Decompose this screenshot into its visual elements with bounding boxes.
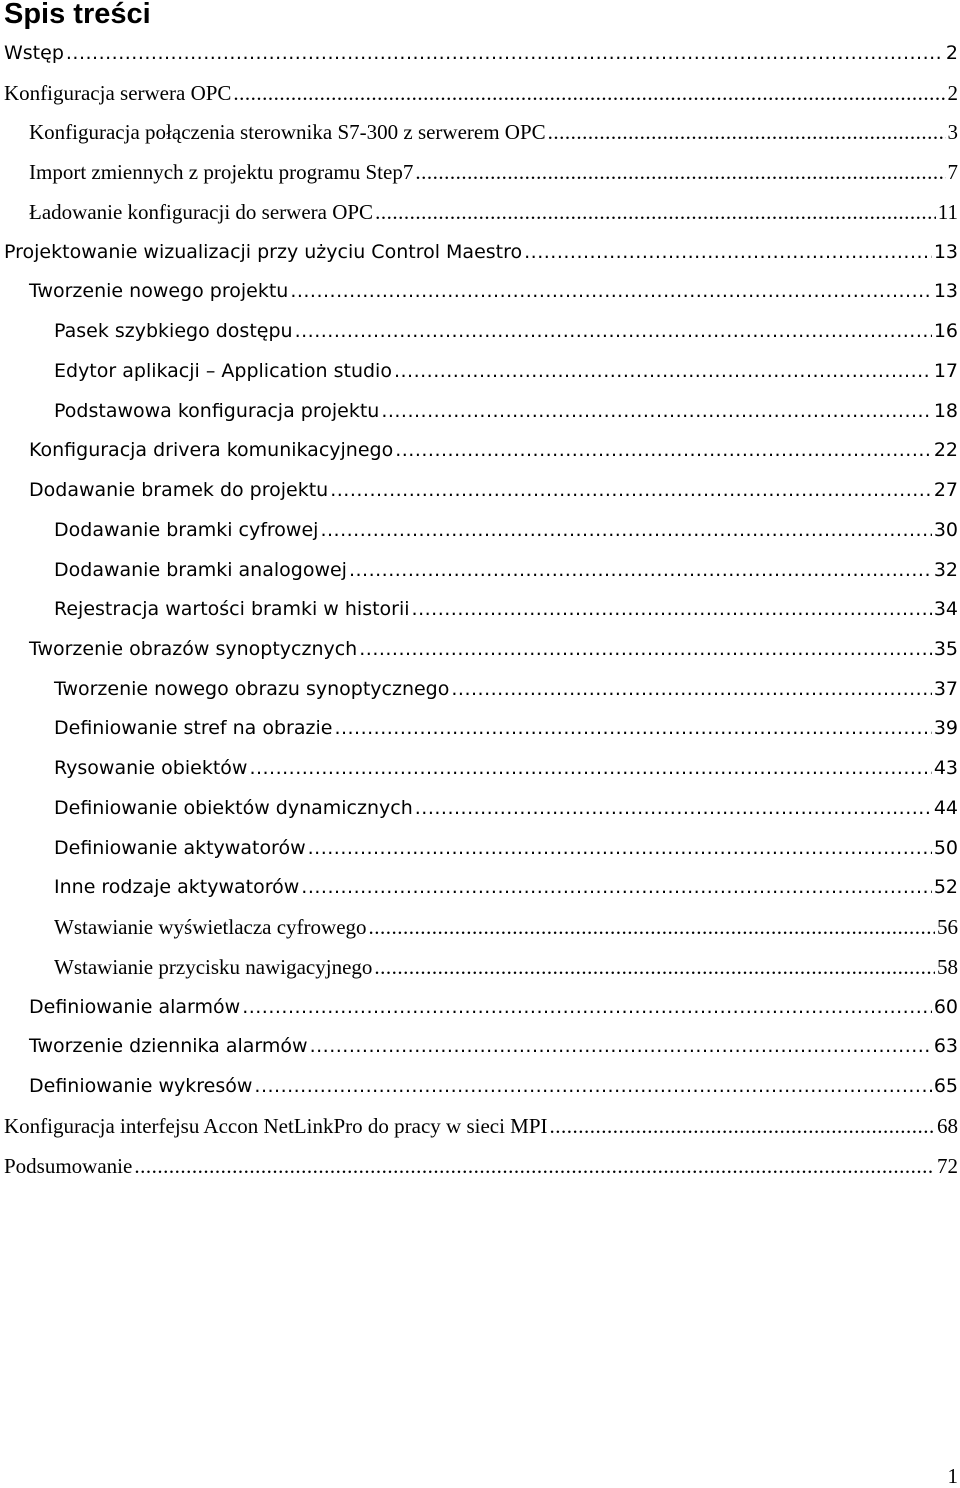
toc-list — [0, 34, 960, 1186]
toc-entry-page: 2 — [946, 34, 960, 74]
toc-entry-title: Tworzenie dziennika alarmów — [29, 1027, 308, 1067]
toc-entry-title: Wstawianie wyświetlacza cyfrowego — [54, 908, 367, 948]
toc-entry-title: Inne rodzaje aktywatorów — [54, 868, 299, 908]
toc-dot-leader — [381, 392, 932, 432]
toc-entry-title: Podsumowanie — [4, 1147, 132, 1187]
toc-entry-title: Podstawowa konfiguracja projektu — [54, 392, 379, 432]
toc-dot-leader — [308, 829, 932, 869]
toc-dot-leader — [369, 908, 935, 948]
toc-dot-leader — [395, 431, 932, 471]
toc-entry-page: 13 — [934, 233, 960, 273]
toc-entry[interactable] — [0, 193, 960, 233]
page-number: 1 — [948, 1464, 959, 1488]
toc-entry-title: Konfiguracja drivera komunikacyjnego — [29, 431, 393, 471]
toc-entry[interactable] — [0, 431, 960, 471]
toc-dot-leader — [233, 74, 945, 114]
toc-entry-page: 30 — [934, 511, 960, 551]
toc-entry[interactable] — [0, 113, 960, 153]
toc-entry[interactable] — [0, 392, 960, 432]
toc-entry-page: 2 — [948, 74, 960, 114]
toc-entry-title: Edytor aplikacji – Application studio — [54, 352, 392, 392]
toc-entry-title: Konfiguracja interfejsu Accon NetLinkPro do pracy w sieci MPI — [4, 1107, 548, 1147]
toc-entry[interactable] — [0, 272, 960, 312]
toc-entry-title: Definiowanie aktywatorów — [54, 829, 306, 869]
toc-entry[interactable] — [0, 670, 960, 710]
toc-entry-page: 39 — [934, 709, 960, 749]
toc-entry[interactable] — [0, 34, 960, 74]
toc-entry[interactable] — [0, 988, 960, 1028]
toc-dot-leader — [320, 511, 931, 551]
toc-entry-page: 17 — [934, 352, 960, 392]
toc-entry[interactable] — [0, 551, 960, 591]
toc-entry[interactable] — [0, 471, 960, 511]
toc-entry[interactable] — [0, 1067, 960, 1107]
toc-entry-title: Definiowanie stref na obrazie — [54, 709, 332, 749]
toc-entry-page: 56 — [937, 908, 960, 948]
toc-entry-title: Definiowanie alarmów — [29, 988, 240, 1028]
toc-entry-title: Tworzenie nowego obrazu synoptycznego — [54, 670, 449, 710]
toc-dot-leader — [330, 471, 932, 511]
toc-dot-leader — [451, 670, 931, 710]
toc-entry-title: Rysowanie obiektów — [54, 749, 247, 789]
toc-dot-leader — [254, 1067, 931, 1107]
toc-entry[interactable] — [0, 630, 960, 670]
toc-entry-page: 58 — [937, 948, 960, 988]
toc-entry-page: 35 — [934, 630, 960, 670]
toc-entry[interactable] — [0, 1027, 960, 1067]
toc-entry-page: 22 — [934, 431, 960, 471]
toc-entry-title: Tworzenie nowego projektu — [29, 272, 288, 312]
toc-entry[interactable] — [0, 908, 960, 948]
toc-entry-title: Dodawanie bramki analogowej — [54, 551, 347, 591]
toc-dot-leader — [359, 630, 932, 670]
toc-entry-page: 3 — [948, 113, 960, 153]
toc-dot-leader — [374, 948, 935, 988]
toc-dot-leader — [550, 1107, 935, 1147]
toc-entry[interactable] — [0, 789, 960, 829]
toc-entry-title: Dodawanie bramki cyfrowej — [54, 511, 318, 551]
toc-entry-page: 7 — [948, 153, 960, 193]
toc-dot-leader — [375, 193, 936, 233]
toc-entry-title: Wstęp — [4, 34, 64, 74]
toc-entry-title: Import zmiennych z projektu programu Step7 — [29, 153, 413, 193]
toc-entry-title: Definiowanie wykresów — [29, 1067, 252, 1107]
toc-entry[interactable] — [0, 352, 960, 392]
toc-entry-page: 27 — [934, 471, 960, 511]
toc-title: Spis treści — [4, 0, 151, 32]
toc-dot-leader — [249, 749, 931, 789]
toc-entry-page: 18 — [934, 392, 960, 432]
toc-dot-leader — [415, 153, 945, 193]
toc-entry-page: 43 — [934, 749, 960, 789]
toc-dot-leader — [66, 34, 944, 74]
toc-entry[interactable] — [0, 312, 960, 352]
toc-dot-leader — [310, 1027, 932, 1067]
toc-entry-page: 44 — [934, 789, 960, 829]
toc-entry-title: Konfiguracja serwera OPC — [4, 74, 231, 114]
toc-entry-page: 32 — [934, 551, 960, 591]
toc-entry-page: 52 — [934, 868, 960, 908]
toc-entry-title: Tworzenie obrazów synoptycznych — [29, 630, 357, 670]
toc-entry-page: 16 — [934, 312, 960, 352]
toc-dot-leader — [290, 272, 932, 312]
toc-dot-leader — [349, 551, 932, 591]
toc-dot-leader — [394, 352, 932, 392]
toc-entry-title: Ładowanie konfiguracji do serwera OPC — [29, 193, 373, 233]
toc-entry[interactable] — [0, 233, 960, 273]
toc-dot-leader — [524, 233, 932, 273]
toc-entry-page: 72 — [937, 1147, 960, 1187]
toc-entry[interactable] — [0, 948, 960, 988]
toc-entry[interactable] — [0, 868, 960, 908]
toc-dot-leader — [134, 1147, 935, 1187]
toc-entry[interactable] — [0, 153, 960, 193]
toc-entry-title: Wstawianie przycisku nawigacyjnego — [54, 948, 372, 988]
toc-entry[interactable] — [0, 709, 960, 749]
toc-entry-title: Definiowanie obiektów dynamicznych — [54, 789, 413, 829]
toc-dot-leader — [295, 312, 932, 352]
toc-entry-title: Pasek szybkiego dostępu — [54, 312, 293, 352]
toc-entry[interactable] — [0, 829, 960, 869]
toc-entry[interactable] — [0, 74, 960, 114]
toc-dot-leader — [301, 868, 932, 908]
toc-entry-title: Rejestracja wartości bramki w historii — [54, 590, 410, 630]
toc-entry-page: 34 — [934, 590, 960, 630]
toc-entry-page: 68 — [937, 1107, 960, 1147]
toc-dot-leader — [412, 590, 932, 630]
toc-dot-leader — [242, 988, 932, 1028]
toc-entry-title: Dodawanie bramek do projektu — [29, 471, 328, 511]
toc-entry-page: 13 — [934, 272, 960, 312]
toc-entry-page: 50 — [934, 829, 960, 869]
toc-entry-page: 65 — [934, 1067, 960, 1107]
toc-entry[interactable] — [0, 1107, 960, 1147]
toc-entry-page: 60 — [934, 988, 960, 1028]
toc-dot-leader — [415, 789, 932, 829]
toc-entry-title: Projektowanie wizualizacji przy użyciu Control Maestro — [4, 233, 522, 273]
toc-entry[interactable] — [0, 511, 960, 551]
toc-entry[interactable] — [0, 749, 960, 789]
toc-entry-page: 63 — [934, 1027, 960, 1067]
toc-entry-title: Konfiguracja połączenia sterownika S7-300 z serwerem OPC — [29, 113, 546, 153]
toc-dot-leader — [548, 113, 946, 153]
toc-entry[interactable] — [0, 1147, 960, 1187]
toc-entry[interactable] — [0, 590, 960, 630]
toc-entry-page: 37 — [934, 670, 960, 710]
toc-dot-leader — [334, 709, 931, 749]
toc-entry-page: 11 — [938, 193, 960, 233]
